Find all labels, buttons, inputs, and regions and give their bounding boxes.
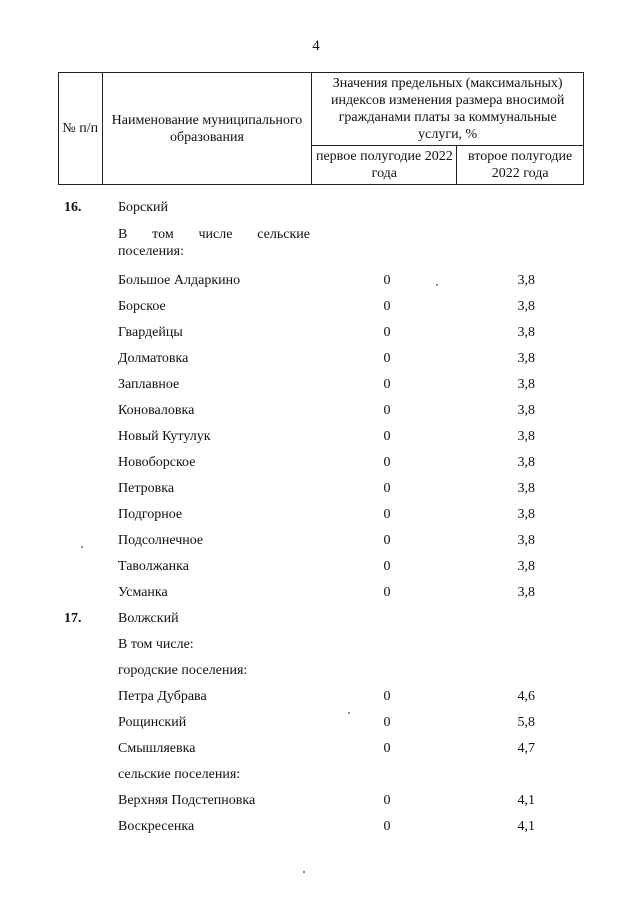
value-first-half: 0 <box>383 533 391 548</box>
table-row <box>0 533 632 553</box>
value-second-half: 4,6 <box>517 689 535 704</box>
table-row <box>0 715 632 735</box>
settlement-name: Верхняя Подстепновка <box>118 793 256 808</box>
value-second-half: 5,8 <box>517 715 535 730</box>
header-number-cell: № п/п <box>59 73 103 185</box>
value-first-half: 0 <box>383 689 391 704</box>
value-second-half: 3,8 <box>517 533 535 548</box>
header-first-half-cell: первое полугодие 2022 года <box>312 146 457 185</box>
value-first-half: 0 <box>383 715 391 730</box>
section-note-row <box>0 637 632 657</box>
value-second-half: 3,8 <box>517 585 535 600</box>
table-row <box>0 689 632 709</box>
value-second-half: 3,8 <box>517 351 535 366</box>
settlement-name: Подсолнечное <box>118 533 204 548</box>
value-first-half: 0 <box>383 351 391 366</box>
value-first-half: 0 <box>383 377 391 392</box>
scan-speck <box>436 284 438 286</box>
table-row <box>0 507 632 527</box>
table-row <box>0 559 632 579</box>
value-second-half: 3,8 <box>517 559 535 574</box>
value-second-half: 3,8 <box>517 377 535 392</box>
settlement-name: Усманка <box>118 585 168 600</box>
settlement-name: Таволжанка <box>118 559 189 574</box>
value-first-half: 0 <box>383 273 391 288</box>
urban-settlements-label: городские поселения: <box>118 663 248 678</box>
value-first-half: 0 <box>383 741 391 756</box>
settlement-name: Смышляевка <box>118 741 196 756</box>
settlement-name: Гвардейцы <box>118 325 183 340</box>
page-number: 4 <box>312 38 320 54</box>
settlement-name: Петровка <box>118 481 175 496</box>
settlement-name: Заплавное <box>118 377 180 392</box>
section-number: 16. <box>64 200 82 215</box>
value-second-half: 3,8 <box>517 325 535 340</box>
settlement-name: Борское <box>118 299 166 314</box>
value-first-half: 0 <box>383 299 391 314</box>
table-row <box>0 455 632 475</box>
value-first-half: 0 <box>383 325 391 340</box>
section-name: Борский <box>118 200 169 215</box>
table-row <box>0 819 632 839</box>
value-first-half: 0 <box>383 481 391 496</box>
rural-settlements-label: сельские поселения: <box>118 767 241 782</box>
value-second-half: 4,7 <box>517 741 535 756</box>
header-name-cell: Наименование муниципального образования <box>102 73 312 185</box>
value-first-half: 0 <box>383 455 391 470</box>
settlement-name: Рощинский <box>118 715 187 730</box>
value-second-half: 3,8 <box>517 403 535 418</box>
subgroup-label-row <box>0 767 632 787</box>
value-second-half: 3,8 <box>517 429 535 444</box>
section-note-line1: В том числе сельские <box>118 227 310 242</box>
table-row <box>0 403 632 423</box>
settlement-name: Долматовка <box>118 351 189 366</box>
settlement-name: Коноваловка <box>118 403 195 418</box>
section-name: Волжский <box>118 611 179 626</box>
settlement-name: Воскресенка <box>118 819 195 834</box>
table-row <box>0 273 632 293</box>
value-first-half: 0 <box>383 429 391 444</box>
value-second-half: 3,8 <box>517 299 535 314</box>
settlement-name: Петра Дубрава <box>118 689 207 704</box>
table-row <box>0 299 632 319</box>
section-number: 17. <box>64 611 82 626</box>
section-note-line2: поселения: <box>118 244 184 259</box>
scan-speck <box>81 546 83 548</box>
settlement-name: Подгорное <box>118 507 183 522</box>
table-row <box>0 585 632 605</box>
value-first-half: 0 <box>383 585 391 600</box>
section-note: В том числе: <box>118 637 194 652</box>
section-row-borsky <box>0 200 632 220</box>
value-first-half: 0 <box>383 403 391 418</box>
value-second-half: 3,8 <box>517 481 535 496</box>
value-first-half: 0 <box>383 793 391 808</box>
scan-speck <box>348 712 350 714</box>
table-row <box>0 481 632 501</box>
value-second-half: 4,1 <box>517 819 535 834</box>
table-row <box>0 793 632 813</box>
table-row <box>0 351 632 371</box>
table-row <box>0 741 632 761</box>
scan-speck <box>303 871 305 873</box>
table-row <box>0 377 632 397</box>
header-second-half-cell: второе полугодие 2022 года <box>457 146 584 185</box>
header-values-cell: Значения предельных (максимальных) индексов изменения размера вносимой гражданами платы за коммунальные услуги, % <box>312 73 584 146</box>
value-first-half: 0 <box>383 559 391 574</box>
value-second-half: 3,8 <box>517 455 535 470</box>
settlement-name: Новоборское <box>118 455 196 470</box>
table-row <box>0 429 632 449</box>
subgroup-label-row <box>0 663 632 683</box>
value-first-half: 0 <box>383 507 391 522</box>
settlement-name: Новый Кутулук <box>118 429 211 444</box>
settlement-name: Большое Алдаркино <box>118 273 241 288</box>
value-second-half: 3,8 <box>517 507 535 522</box>
value-second-half: 4,1 <box>517 793 535 808</box>
section-row-volzhsky <box>0 611 632 631</box>
section-note <box>118 226 310 260</box>
value-second-half: 3,8 <box>517 273 535 288</box>
value-first-half: 0 <box>383 819 391 834</box>
table-row <box>0 325 632 345</box>
